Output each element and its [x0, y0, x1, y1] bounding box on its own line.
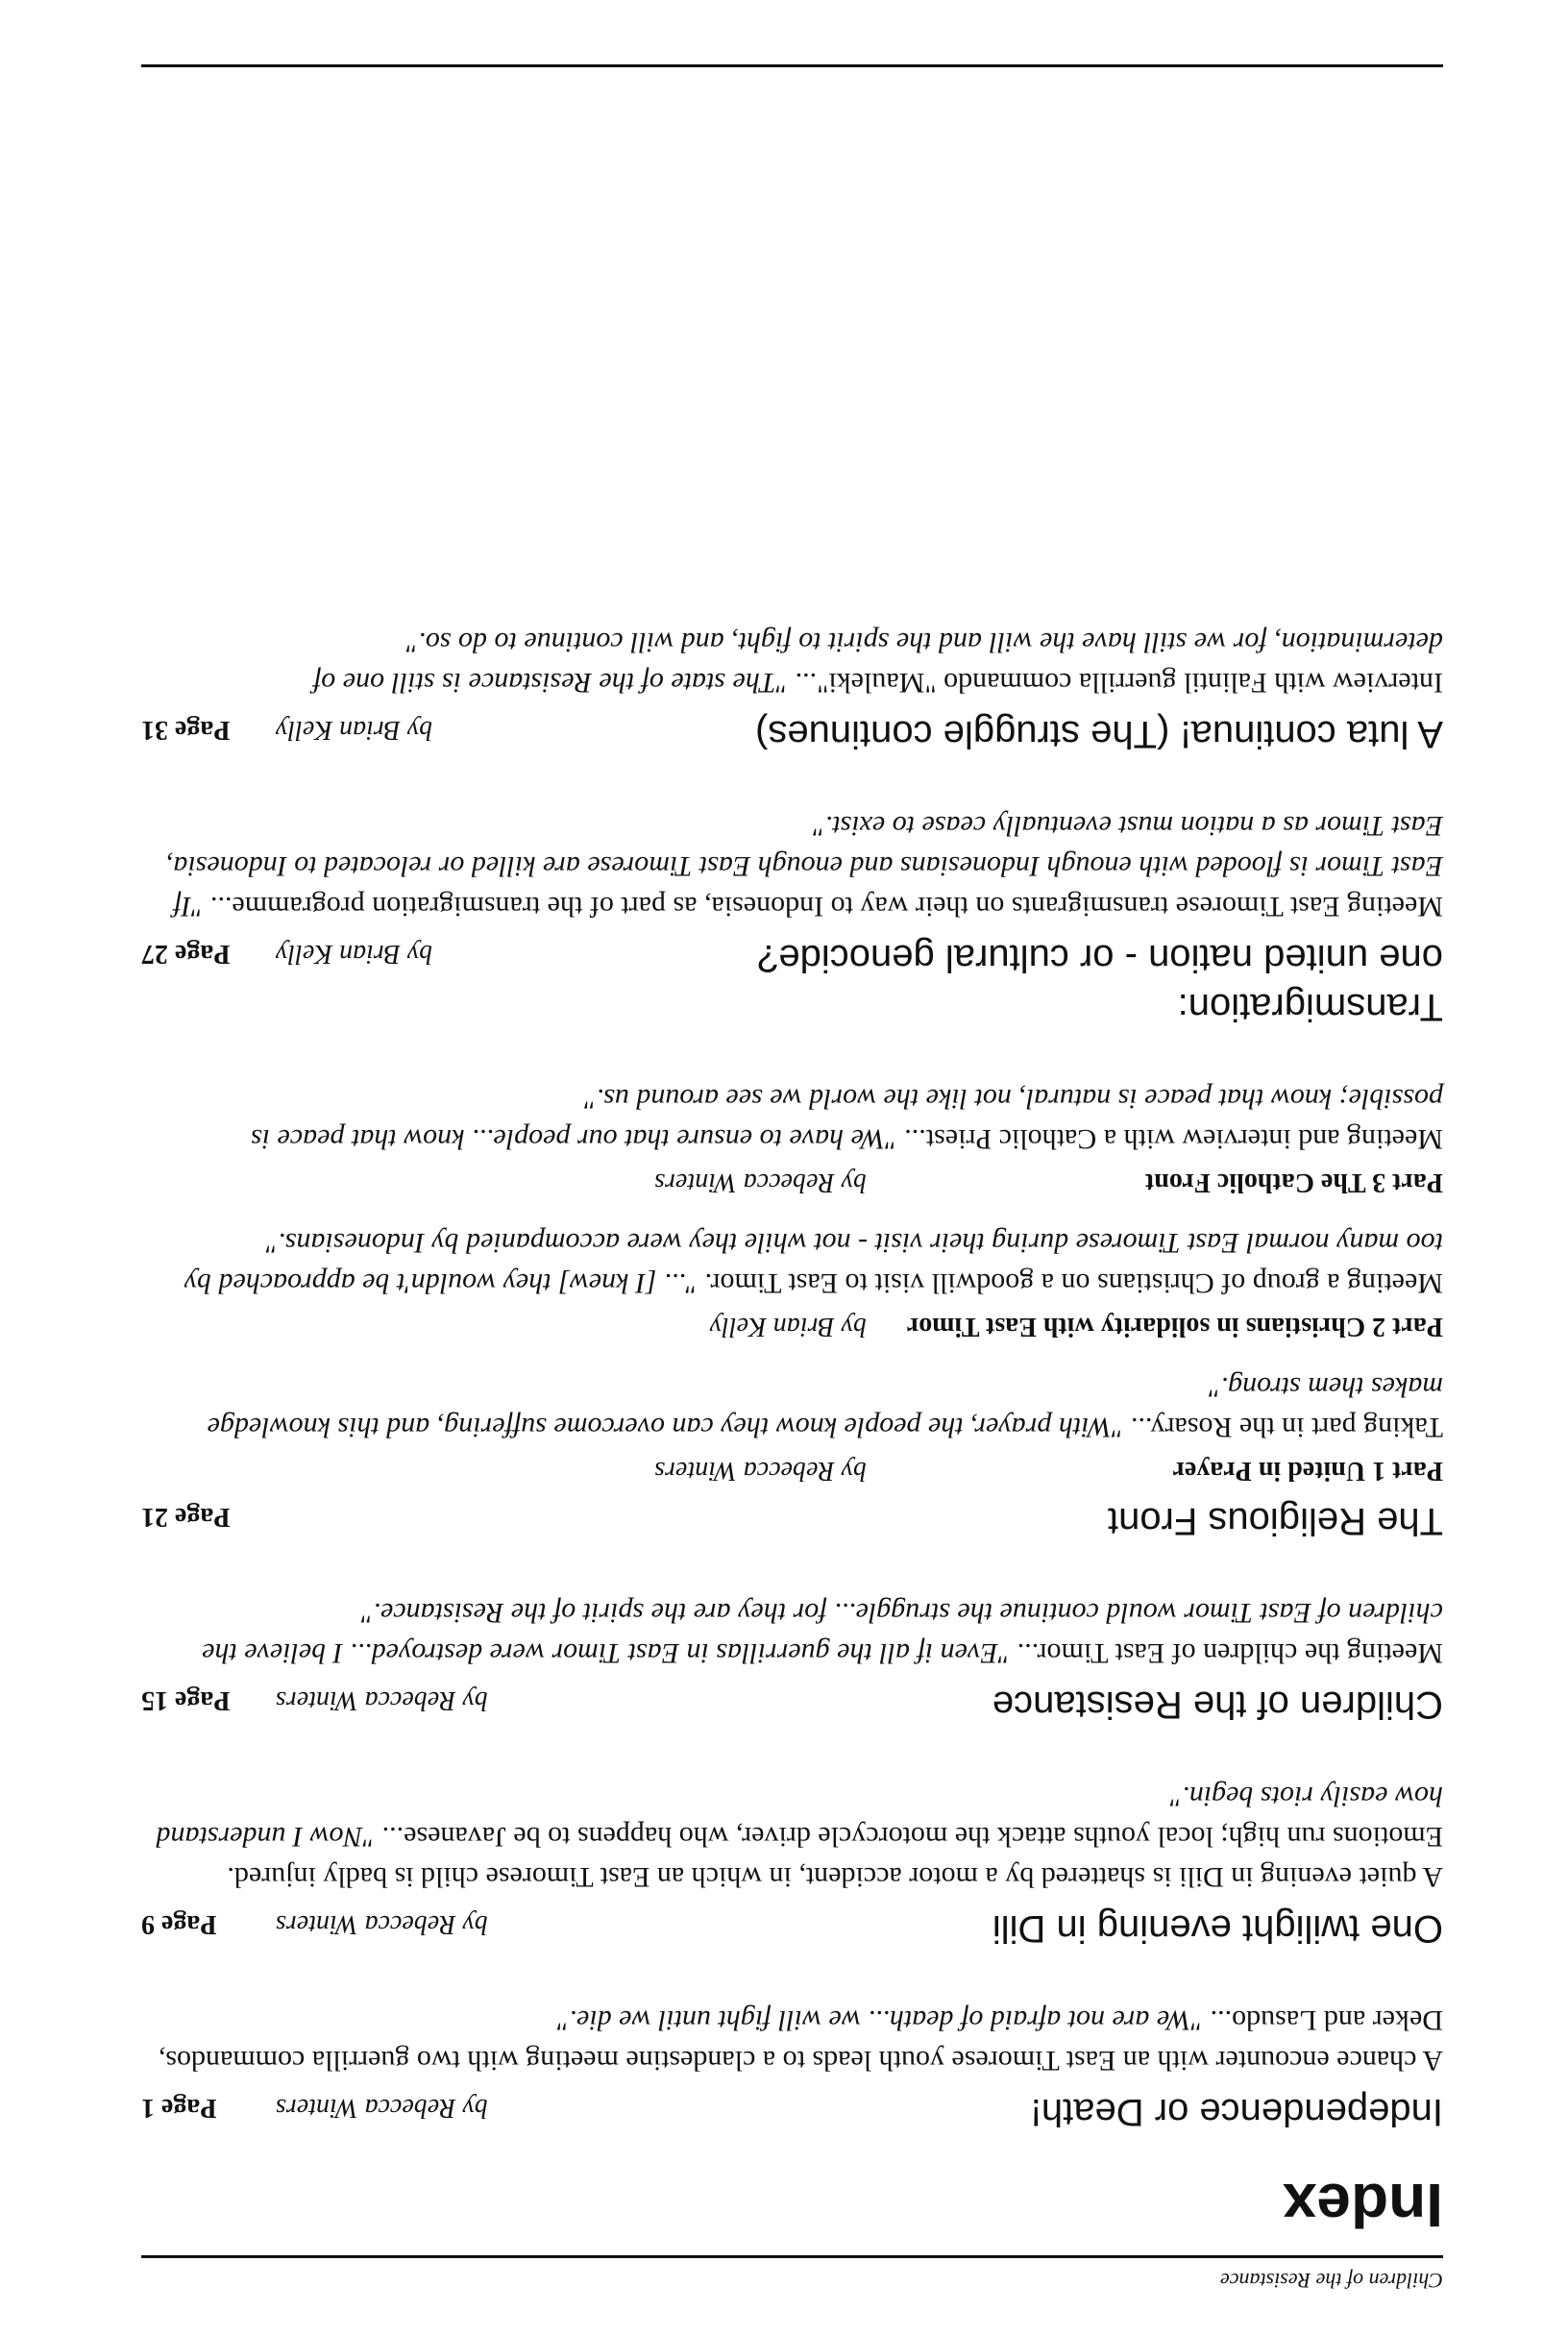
entry-title: The Religious Front — [1107, 1500, 1443, 1542]
part-desc-quote: "We have to ensure that our people... know that peace is possible; know that peace is natural, not like the world we see around us." — [251, 1083, 1443, 1155]
entry-page: Page 31 — [141, 715, 231, 745]
entry-title: Children of the Resistance — [992, 1684, 1443, 1726]
top-rule — [141, 2255, 1443, 2258]
entry-desc-text: A chance encounter with an East Timorese youth leads to a clandestine meeting with two guerrilla commandos, Deker and Lasudo... — [158, 2004, 1443, 2077]
part-title: Part 2 Christians in solidarity with East Timor — [906, 1312, 1443, 1341]
entry-description — [141, 2000, 1443, 2080]
entry-title: Independence or Death! — [1030, 2091, 1443, 2133]
entry-desc-quote: "Even if all the guerrillas in East Timor were destroyed... I believe the children of East Timor would continue the struggle... for they are the spirit of the Resistance." — [202, 1597, 1443, 1669]
entry-page: Page 9 — [141, 1909, 217, 1939]
entry-title: Transmigration: — [1177, 986, 1443, 1028]
part-byline: by Rebecca Winters — [654, 1168, 867, 1197]
entry-desc-quote: "Now I understand how easily riots begin." — [156, 1781, 1443, 1853]
part-desc-text: Meeting a group of Christians on a goodwill visit to East Timor. — [698, 1267, 1443, 1299]
index-entries — [141, 572, 1443, 2133]
part-description — [141, 1366, 1443, 1447]
part-desc-text: Taking part in the Rosary... — [1123, 1412, 1443, 1443]
index-entry — [141, 2000, 1443, 2133]
part-title: Part 3 The Catholic Front — [1144, 1168, 1443, 1197]
index-entry — [141, 622, 1443, 755]
entry-byline: by Rebecca Winters — [276, 1685, 488, 1715]
entry-desc-text: Meeting East Timorese transmigrants on their way to Indonesia, as part of the transmigration programme... — [203, 891, 1443, 922]
entry-title: One twilight evening in Dili — [992, 1907, 1443, 1950]
entry-byline: by Rebecca Winters — [276, 2093, 488, 2123]
part-description — [141, 1222, 1443, 1303]
entry-desc-text: A quiet evening in Dili is shattered by a motor accident, in which an East Timorese child is badly injured. Emotions run high; local youths attack the motorcycle driver, who happens to be Javanese... — [227, 1821, 1443, 1893]
entry-subtitle: one united nation - or cultural genocide? — [757, 937, 1443, 979]
entry-part — [141, 1078, 1443, 1197]
entry-page: Page 1 — [141, 2093, 217, 2123]
entry-byline: by Rebecca Winters — [276, 1909, 488, 1939]
index-title: Index — [1282, 2171, 1443, 2240]
part-title: Part 1 United in Prayer — [1172, 1456, 1443, 1486]
entry-description — [141, 805, 1443, 926]
running-head: Children of the Resistance — [1220, 2269, 1443, 2293]
entry-part — [141, 1366, 1443, 1486]
entry-page: Page 21 — [141, 1502, 231, 1532]
entry-page: Page 27 — [141, 939, 231, 969]
index-entry — [141, 805, 1443, 1028]
entry-byline: by Brian Kelly — [276, 715, 433, 745]
entry-page: Page 15 — [141, 1685, 231, 1715]
entry-part — [141, 1222, 1443, 1341]
part-byline: by Brian Kelly — [709, 1312, 867, 1341]
entry-desc-quote: "We are not afraid of death... we will fight until we die." — [556, 2004, 1204, 2036]
part-desc-quote: "With prayer, the people know they can overcome suffering, and this knowledge makes them strong." — [207, 1371, 1443, 1443]
entry-title: A luta continua! (The struggle continues) — [755, 713, 1443, 755]
entry-description — [141, 1776, 1443, 1897]
index-entry — [141, 1078, 1443, 1542]
entry-desc-text: Interview with Falintil guerrilla commando "Mauleki"... — [788, 667, 1443, 699]
entry-description — [141, 1592, 1443, 1673]
entry-description — [141, 622, 1443, 702]
index-entry — [141, 1592, 1443, 1726]
entry-desc-quote: "The state of the Resistance is still one of determination, for we still have the will and the spirit to fight, and will continue to do so." — [312, 627, 1443, 699]
index-entry — [141, 1776, 1443, 1950]
entry-desc-quote: "If East Timor is flooded with enough Indonesians and enough East Timorese are killed or relocated to Indonesia, East Timor as a nation must eventually cease to exist." — [165, 810, 1443, 922]
part-desc-quote: "... [I knew] they wouldn't be approached by too many normal East Timorese during their visit - not while they were accompanied by Indonesians." — [184, 1227, 1443, 1299]
part-byline: by Rebecca Winters — [654, 1456, 867, 1486]
part-description — [141, 1078, 1443, 1159]
entry-byline: by Brian Kelly — [276, 939, 433, 969]
entry-desc-text: Meeting the children of East Timor... — [1017, 1637, 1443, 1669]
bottom-rule — [141, 64, 1443, 67]
part-desc-text: Meeting and interview with a Catholic Priest... — [896, 1123, 1443, 1155]
